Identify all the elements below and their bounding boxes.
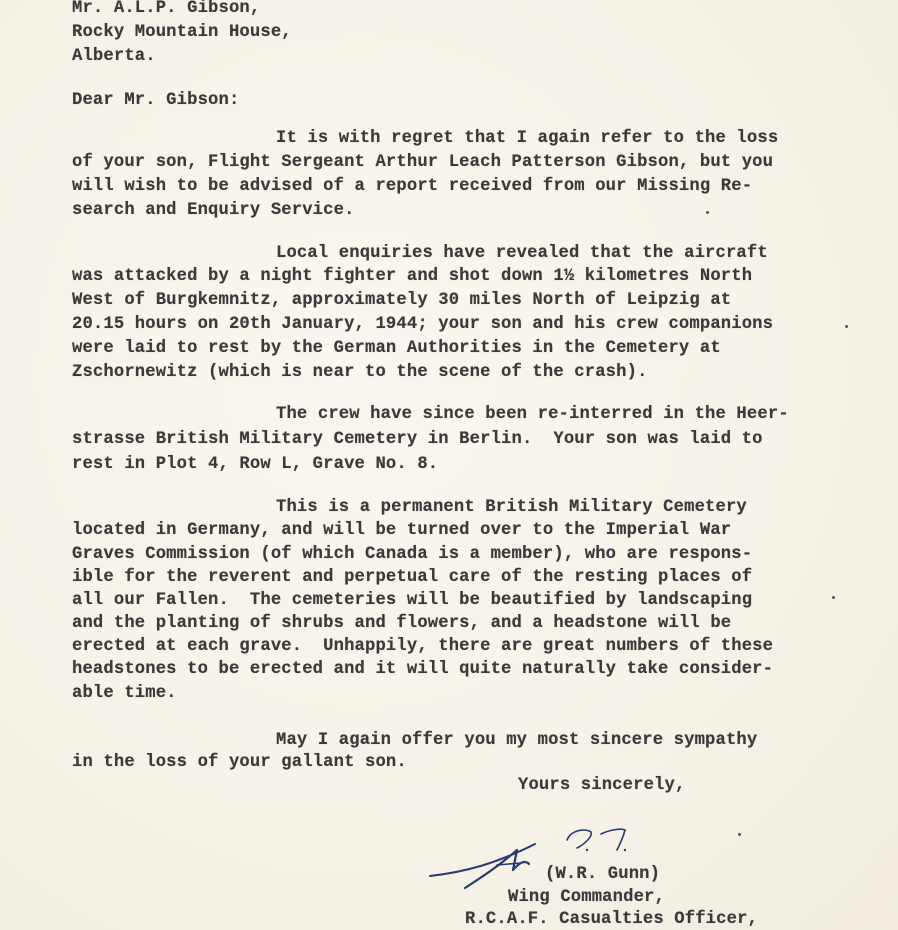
- signatory-rank: Wing Commander,: [508, 888, 665, 907]
- paragraph-3-line-2: strasse British Military Cemetery in Berlin. Your son was laid to: [72, 430, 763, 449]
- salutation: Dear Mr. Gibson:: [72, 91, 240, 110]
- paragraph-5-line-2: in the loss of your gallant son.: [72, 753, 407, 772]
- paper-speck: [706, 211, 709, 214]
- paragraph-4-line-1: This is a permanent British Military Cemetery: [276, 498, 747, 517]
- paragraph-1-line-1: It is with regret that I again refer to the loss: [276, 129, 779, 148]
- paper-speck: [738, 833, 741, 836]
- paragraph-3-line-3: rest in Plot 4, Row L, Grave No. 8.: [72, 455, 439, 474]
- paragraph-4-line-3: Graves Commission (of which Canada is a member), who are respons-: [72, 545, 753, 564]
- closing: Yours sincerely,: [518, 776, 686, 795]
- paragraph-4-line-4: ible for the reverent and perpetual care of the resting places of: [72, 568, 753, 587]
- paragraph-4-line-2: located in Germany, and will be turned over to the Imperial War: [72, 521, 732, 540]
- recipient-name: Mr. A.L.P. Gibson,: [72, 0, 261, 18]
- paragraph-2-line-3: West of Burgkemnitz, approximately 30 miles North of Leipzig at: [72, 291, 732, 310]
- paragraph-1-line-2: of your son, Flight Sergeant Arthur Leach Patterson Gibson, but you: [72, 153, 774, 172]
- paragraph-1-line-4: search and Enquiry Service.: [72, 201, 355, 220]
- paragraph-4-line-9: able time.: [72, 684, 177, 703]
- signatory-title: R.C.A.F. Casualties Officer,: [465, 910, 758, 929]
- recipient-address-line1: Rocky Mountain House,: [72, 23, 292, 42]
- paragraph-3-line-1: The crew have since been re-interred in the Heer-: [276, 405, 789, 424]
- paragraph-4-line-8: headstones to be erected and it will quite naturally take consider-: [72, 660, 774, 679]
- paragraph-2-line-1: Local enquiries have revealed that the aircraft: [276, 244, 768, 263]
- paragraph-4-line-5: all our Fallen. The cemeteries will be beautified by landscaping: [72, 591, 753, 610]
- paper-speck: [845, 325, 848, 328]
- paragraph-1-line-3: will wish to be advised of a report received from our Missing Re-: [72, 177, 753, 196]
- paragraph-4-line-6: and the planting of shrubs and flowers, and a headstone will be: [72, 614, 732, 633]
- paragraph-2-line-6: Zschornewitz (which is near to the scene of the crash).: [72, 363, 648, 382]
- paper-speck: [832, 596, 835, 599]
- paragraph-2-line-5: were laid to rest by the German Authorities in the Cemetery at: [72, 339, 721, 358]
- paragraph-4-line-7: erected at each grave. Unhappily, there are great numbers of these: [72, 637, 774, 656]
- recipient-address-line2: Alberta.: [72, 47, 156, 66]
- signatory-name: (W.R. Gunn): [545, 865, 661, 884]
- paragraph-2-line-4: 20.15 hours on 20th January, 1944; your son and his crew companions: [72, 315, 774, 334]
- paragraph-2-line-2: was attacked by a night fighter and shot down 1½ kilometres North: [72, 267, 753, 286]
- paragraph-5-line-1: May I again offer you my most sincere sympathy: [276, 731, 758, 750]
